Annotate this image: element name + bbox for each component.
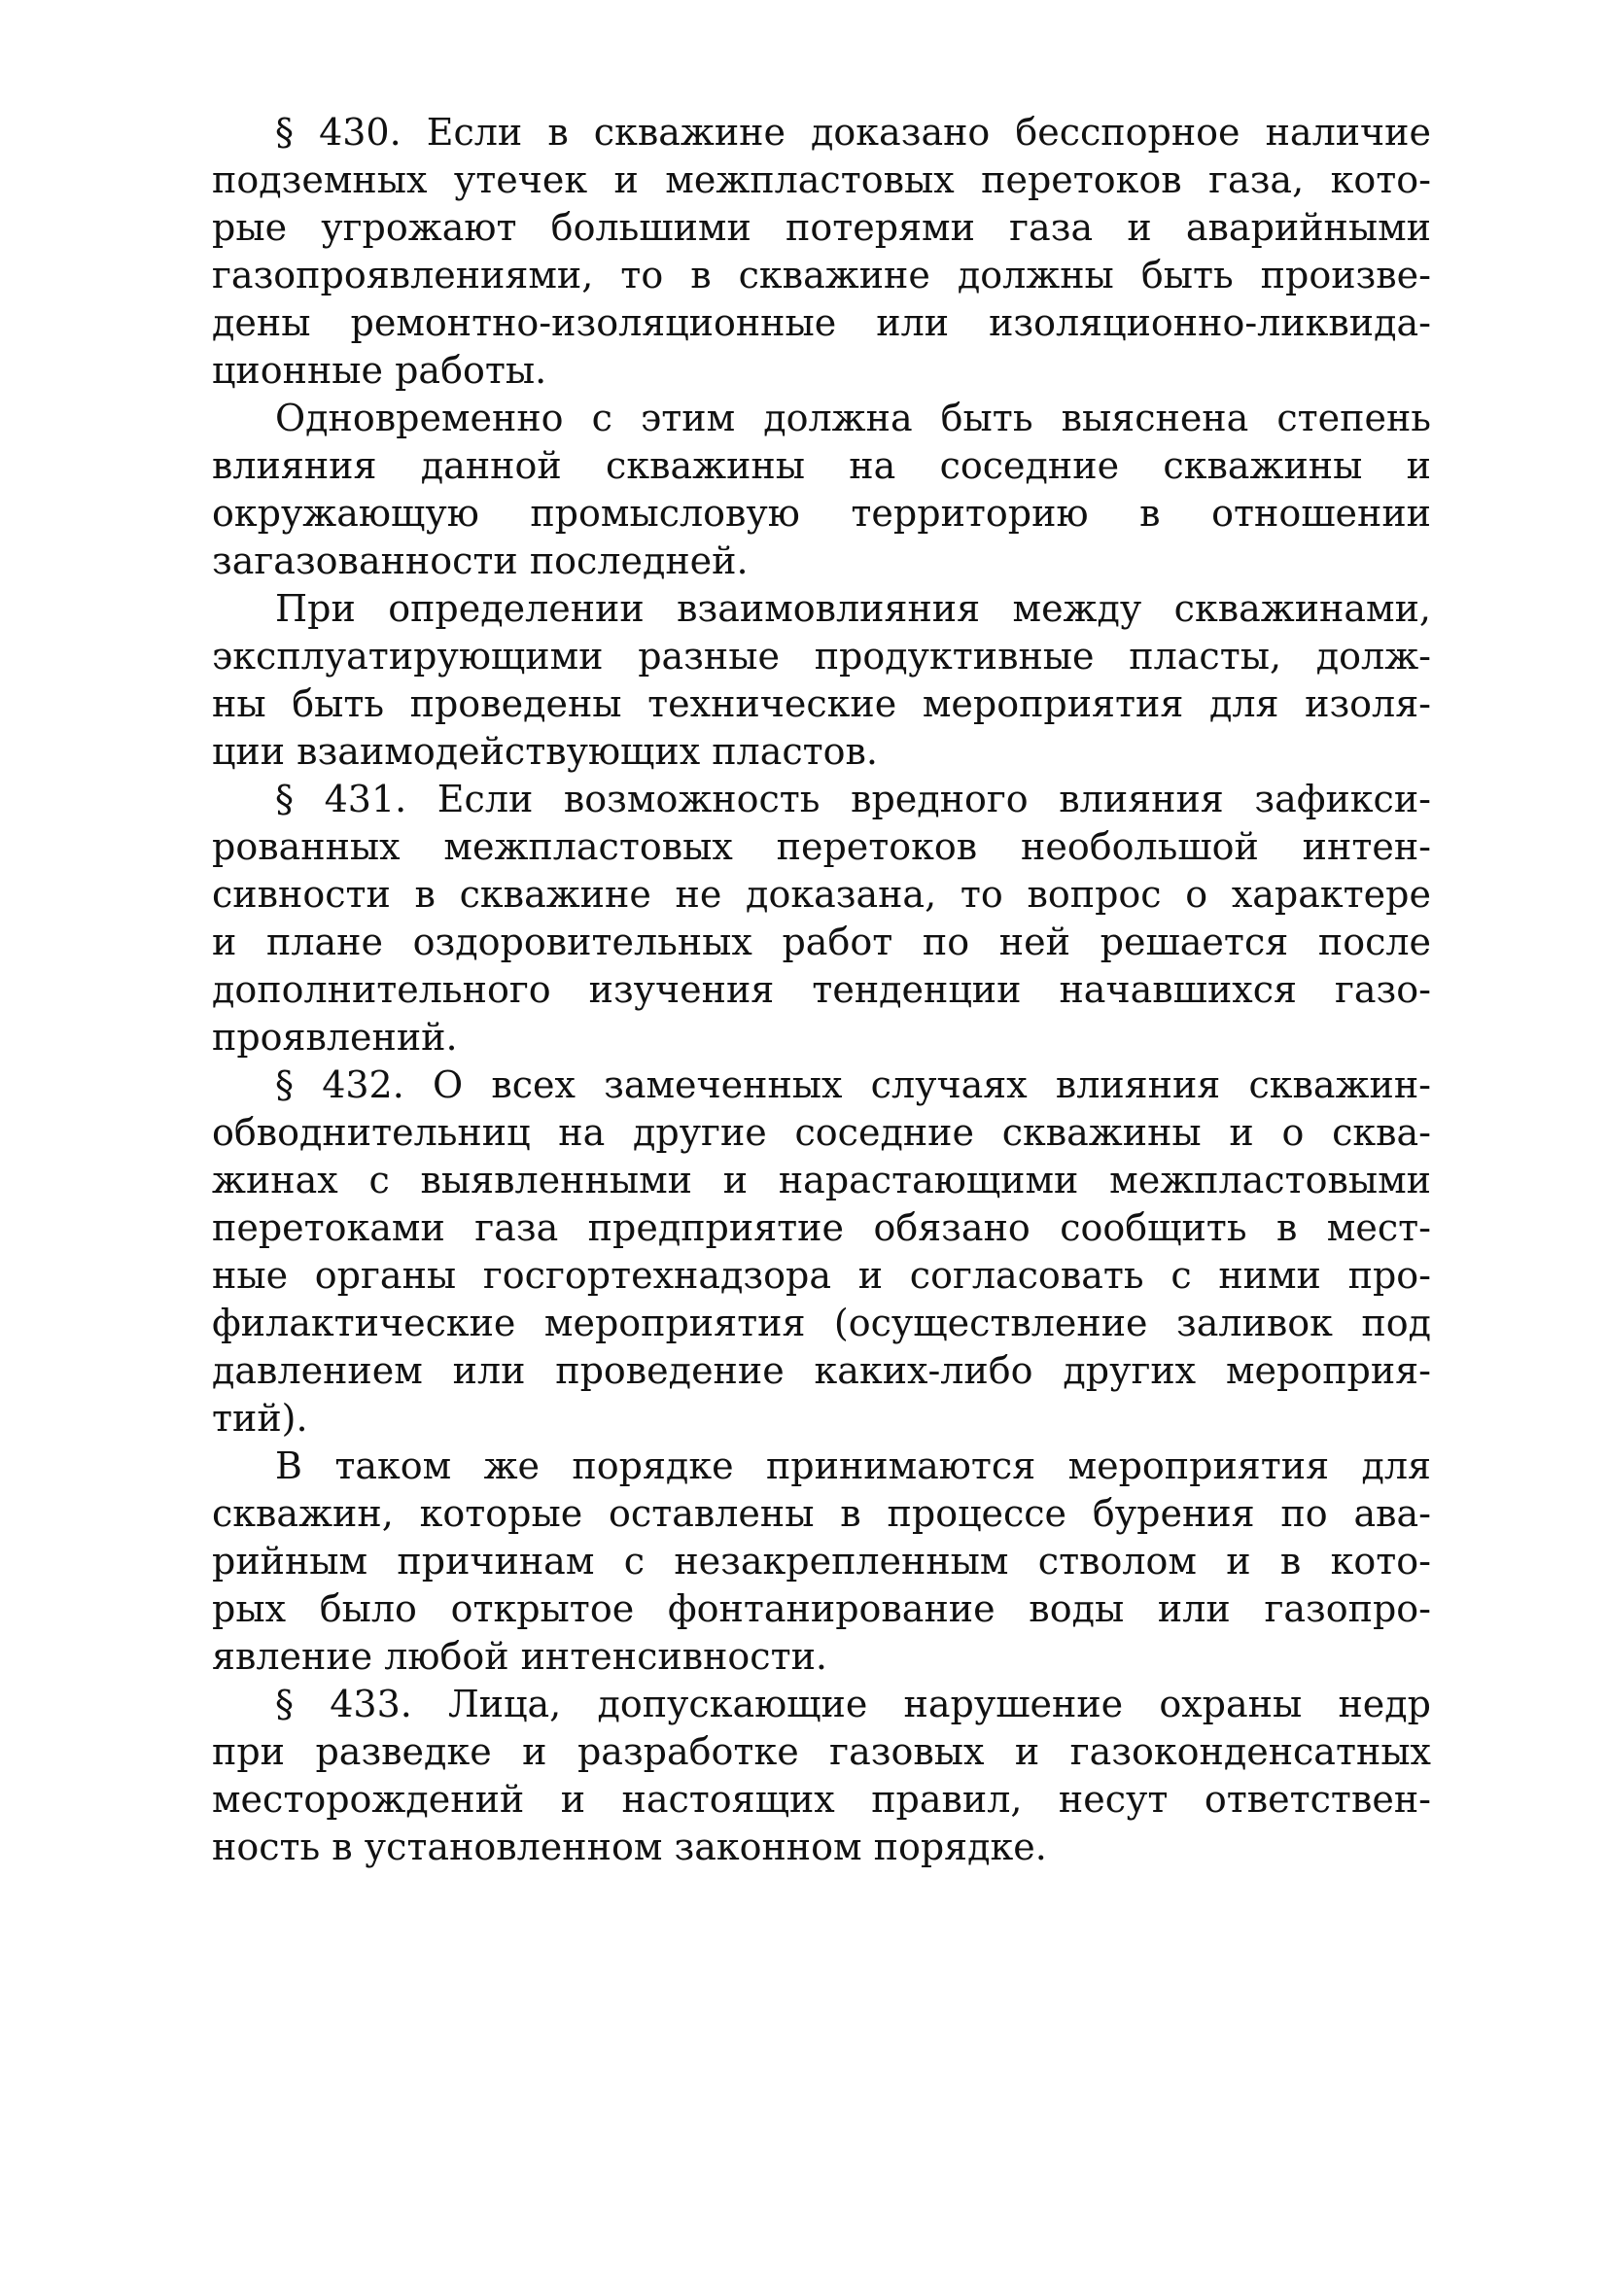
text-line: рийным причинам с незакрепленным стволом и в кото- bbox=[212, 1540, 1431, 1583]
text-line: Одновременно с этим должна быть выяснена степень bbox=[275, 397, 1431, 439]
text-line: окружающую промысловую территорию в отношении bbox=[212, 492, 1431, 535]
text-line: дополнительного изучения тенденции начавшихся газо- bbox=[212, 968, 1431, 1011]
text-line: влияния данной скважины на соседние скважины и bbox=[212, 444, 1431, 487]
text-line: тий). bbox=[212, 1397, 308, 1440]
document-page bbox=[212, 109, 1431, 1871]
text-line: газопроявлениями, то в скважине должны быть произве- bbox=[212, 254, 1431, 296]
text-line: при разведке и разработке газовых и газоконденсатных bbox=[212, 1730, 1431, 1773]
text-line: сивности в скважине не доказана, то вопрос о характере bbox=[212, 873, 1431, 916]
text-line: месторождений и настоящих правил, несут ответствен- bbox=[212, 1778, 1431, 1821]
text-line: эксплуатирующими разные продуктивные пласты, долж- bbox=[212, 635, 1431, 678]
text-line: явление любой интенсивности. bbox=[212, 1635, 828, 1678]
text-line: подземных утечек и межпластовых перетоков газа, кото- bbox=[212, 158, 1431, 201]
text-line: загазованности последней. bbox=[212, 539, 749, 582]
text-line: § 431. Если возможность вредного влияния зафикси- bbox=[275, 778, 1431, 820]
text-line: обводнительниц на другие соседние скважины и о сква- bbox=[212, 1111, 1431, 1154]
text-line: рых было открытое фонтанирование воды или газопро- bbox=[212, 1587, 1431, 1630]
text-line: § 433. Лица, допускающие нарушение охраны недр bbox=[275, 1683, 1431, 1725]
text-line: ные органы госгортехнадзора и согласовать с ними про- bbox=[212, 1254, 1431, 1297]
text-line: ны быть проведены технические мероприятия для изоля- bbox=[212, 682, 1431, 725]
text-line: В таком же порядке принимаются мероприятия для bbox=[275, 1444, 1431, 1487]
text-line: ционные работы. bbox=[212, 349, 547, 392]
text-line: скважин, которые оставлены в процессе бурения по ава- bbox=[212, 1492, 1431, 1535]
text-line: жинах с выявленными и нарастающими межпластовыми bbox=[212, 1159, 1431, 1201]
text-line: проявлений. bbox=[212, 1016, 458, 1059]
text-line: § 432. О всех замеченных случаях влияния скважин- bbox=[275, 1063, 1431, 1106]
text-line: рые угрожают большими потерями газа и аварийными bbox=[212, 206, 1431, 249]
text-line: ность в установленном законном порядке. bbox=[212, 1826, 1047, 1868]
text-line: § 430. Если в скважине доказано бесспорное наличие bbox=[275, 111, 1431, 154]
text-line: рованных межпластовых перетоков необольшой интен- bbox=[212, 825, 1431, 868]
text-line: перетоками газа предприятие обязано сообщить в мест- bbox=[212, 1206, 1431, 1249]
text-line: дены ремонтно-изоляционные или изоляционно-ликвида- bbox=[212, 301, 1431, 344]
text-line: филактические мероприятия (осуществление заливок под bbox=[212, 1302, 1431, 1344]
text-line: ции взаимодействующих пластов. bbox=[212, 730, 879, 773]
text-line: давлением или проведение каких-либо других мероприя- bbox=[212, 1349, 1431, 1392]
text-line: При определении взаимовлияния между скважинами, bbox=[275, 587, 1431, 630]
text-line: и плане оздоровительных работ по ней решается после bbox=[212, 921, 1431, 963]
